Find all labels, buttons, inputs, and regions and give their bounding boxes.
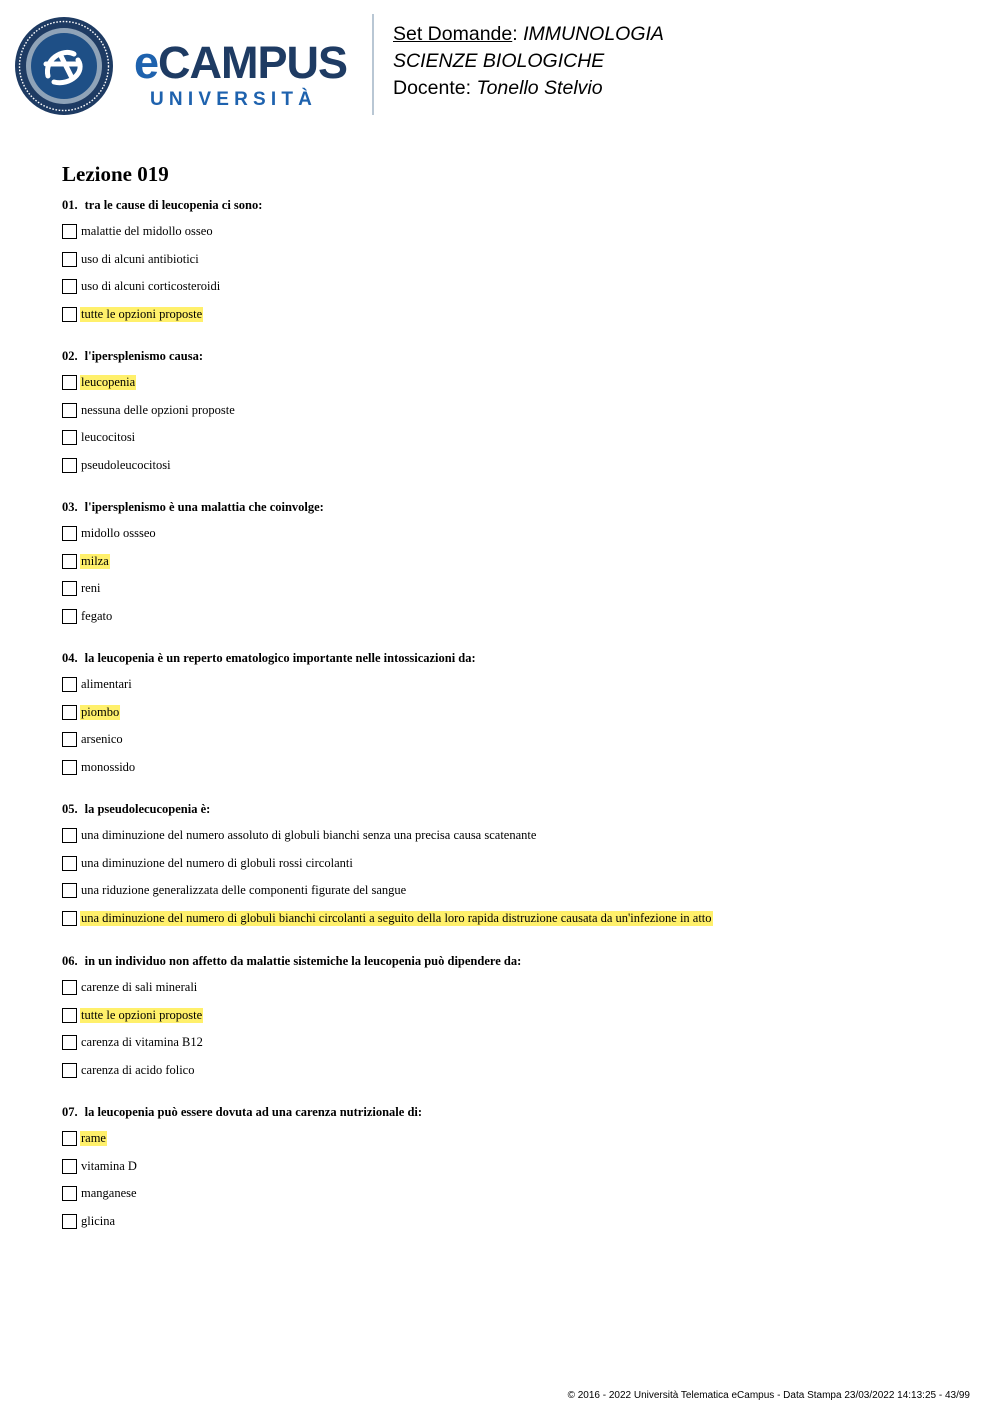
logo-letters-campus: CAMPUS — [158, 37, 348, 88]
question-text: la leucopenia è un reperto ematologico importante nelle intossicazioni da: — [84, 651, 476, 665]
answer-text: glicina — [81, 1214, 116, 1228]
answer-text: una diminuzione del numero assoluto di globuli bianchi senza una precisa causa scatenante — [81, 828, 537, 842]
answer-text: malattie del midollo osseo — [81, 224, 213, 238]
answer-checkbox[interactable] — [62, 856, 77, 871]
question-text: tra le cause di leucopenia ci sono: — [84, 198, 263, 212]
set-colon: : — [512, 23, 524, 45]
answer-text-highlighted: tutte le opzioni proposte — [81, 307, 203, 321]
answer-text: midollo ossseo — [81, 526, 156, 540]
answer-checkbox[interactable] — [62, 554, 77, 569]
answer-text: uso di alcuni corticosteroidi — [81, 279, 221, 293]
set-label: Set Domande — [393, 23, 513, 45]
answer-checkbox[interactable] — [62, 581, 77, 596]
logo-subtitle: UNIVERSITÀ — [150, 89, 318, 110]
question-1 — [62, 197, 262, 213]
question-3 — [62, 499, 324, 515]
answer-text: monossido — [81, 760, 136, 774]
answer-checkbox[interactable] — [62, 279, 77, 294]
question-number: 03. — [62, 500, 78, 514]
answer-text: vitamina D — [81, 1159, 137, 1173]
page-footer: © 2016 - 2022 Università Telematica eCampus - Data Stampa 23/03/2022 14:13:25 - 43/99 — [567, 1390, 970, 1401]
question-text: la leucopenia può essere dovuta ad una carenza nutrizionale di: — [84, 1105, 423, 1119]
answer-text-highlighted: milza — [81, 554, 109, 568]
question-text: la pseudolecucopenia è: — [84, 802, 211, 816]
question-text: l'ipersplenismo causa: — [84, 349, 204, 363]
answer-checkbox[interactable] — [62, 828, 77, 843]
answer-text-highlighted: rame — [81, 1131, 106, 1145]
answer-checkbox[interactable] — [62, 1035, 77, 1050]
answer-checkbox[interactable] — [62, 458, 77, 473]
answer-text: una riduzione generalizzata delle componenti figurate del sangue — [81, 883, 407, 897]
question-5 — [62, 801, 210, 817]
ecampus-logo — [14, 16, 360, 116]
answer-checkbox[interactable] — [62, 705, 77, 720]
question-7 — [62, 1104, 422, 1120]
answer-checkbox[interactable] — [62, 375, 77, 390]
teacher-label: Docente: — [393, 77, 477, 99]
answer-checkbox[interactable] — [62, 911, 77, 926]
ecampus-wordmark — [134, 38, 347, 88]
answer-checkbox[interactable] — [62, 1131, 77, 1146]
question-number: 07. — [62, 1105, 78, 1119]
teacher-line — [393, 76, 603, 100]
answer-checkbox[interactable] — [62, 1008, 77, 1023]
answer-text: nessuna delle opzioni proposte — [81, 403, 235, 417]
answer-checkbox[interactable] — [62, 1159, 77, 1174]
answer-text: reni — [81, 581, 101, 595]
answer-checkbox[interactable] — [62, 1214, 77, 1229]
answer-checkbox[interactable] — [62, 883, 77, 898]
ecampus-seal-icon — [14, 16, 114, 116]
answer-text: leucocitosi — [81, 430, 136, 444]
answer-text: carenza di vitamina B12 — [81, 1035, 203, 1049]
answer-checkbox[interactable] — [62, 307, 77, 322]
answer-checkbox[interactable] — [62, 677, 77, 692]
answer-checkbox[interactable] — [62, 980, 77, 995]
answer-text: pseudoleucocitosi — [81, 458, 171, 472]
degree-name: SCIENZE BIOLOGICHE — [393, 50, 605, 72]
answer-text: fegato — [81, 609, 113, 623]
logo-letter-e: e — [134, 37, 159, 88]
answer-text-highlighted: leucopenia — [81, 375, 136, 389]
answer-checkbox[interactable] — [62, 526, 77, 541]
question-6 — [62, 953, 521, 969]
answer-text: una diminuzione del numero di globuli rossi circolanti — [81, 856, 353, 870]
answer-text-highlighted: piombo — [81, 705, 120, 719]
header-divider — [372, 14, 374, 115]
answer-checkbox[interactable] — [62, 732, 77, 747]
answer-text-highlighted: una diminuzione del numero di globuli bianchi circolanti a seguito della loro rapida distruzione causata da un'infezione in atto — [81, 911, 712, 925]
answer-checkbox[interactable] — [62, 224, 77, 239]
answer-text-highlighted: tutte le opzioni proposte — [81, 1008, 203, 1022]
set-title — [393, 22, 664, 46]
answer-checkbox[interactable] — [62, 430, 77, 445]
answer-text: carenza di acido folico — [81, 1063, 195, 1077]
answer-checkbox[interactable] — [62, 609, 77, 624]
question-text: l'ipersplenismo è una malattia che coinvolge: — [84, 500, 324, 514]
answer-checkbox[interactable] — [62, 1063, 77, 1078]
answer-text: alimentari — [81, 677, 132, 691]
question-number: 04. — [62, 651, 78, 665]
lesson-title: Lezione 019 — [62, 162, 169, 186]
question-4 — [62, 650, 476, 666]
answer-checkbox[interactable] — [62, 252, 77, 267]
answer-text: carenze di sali minerali — [81, 980, 198, 994]
question-number: 01. — [62, 198, 78, 212]
question-number: 05. — [62, 802, 78, 816]
answer-checkbox[interactable] — [62, 403, 77, 418]
answer-checkbox[interactable] — [62, 760, 77, 775]
question-number: 02. — [62, 349, 78, 363]
answer-text: arsenico — [81, 732, 123, 746]
question-2 — [62, 348, 203, 364]
teacher-name: Tonello Stelvio — [476, 77, 603, 99]
question-text: in un individuo non affetto da malattie sistemiche la leucopenia può dipendere da: — [84, 954, 522, 968]
answer-text: manganese — [81, 1186, 137, 1200]
course-name: IMMUNOLOGIA — [523, 23, 664, 45]
answer-checkbox[interactable] — [62, 1186, 77, 1201]
question-number: 06. — [62, 954, 78, 968]
answer-text: uso di alcuni antibiotici — [81, 252, 199, 266]
